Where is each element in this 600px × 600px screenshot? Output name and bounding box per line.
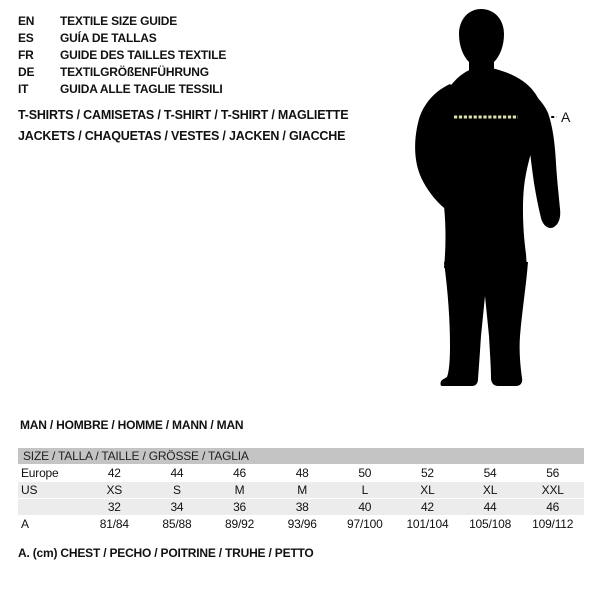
list-item (18, 81, 226, 98)
row-label (18, 499, 83, 515)
language-code: EN (18, 14, 35, 28)
list-item (18, 47, 226, 64)
table-cell: 52 (420, 466, 434, 480)
table-cell: 46 (233, 466, 247, 480)
measure-footnote: A. (cm) CHEST / PECHO / POITRINE / TRUHE / PETTO (18, 546, 314, 560)
table-cell: XL (420, 483, 435, 497)
row-label: US (21, 483, 38, 497)
table-cell: XS (106, 483, 123, 497)
table-cell: 97/100 (347, 517, 383, 531)
section-title: MAN / HOMBRE / HOMME / MANN / MAN (20, 418, 244, 432)
table-cell: 109/112 (532, 517, 574, 531)
table-cell: 44 (170, 466, 184, 480)
language-code: FR (18, 48, 34, 62)
size-table (18, 448, 584, 533)
table-cell: 89/92 (225, 517, 255, 531)
language-label: TEXTILE SIZE GUIDE (60, 14, 178, 28)
language-label: GUIDA ALLE TAGLIE TESSILI (60, 82, 223, 96)
table-row (18, 482, 584, 498)
list-item (18, 64, 226, 81)
measure-label-a: A (561, 109, 571, 125)
table-cell: 40 (358, 500, 372, 514)
language-list (18, 13, 226, 98)
table-cell: 85/88 (162, 517, 192, 531)
table-cell: M (234, 483, 245, 497)
table-cell: 101/104 (406, 517, 449, 531)
category-line: JACKETS / CHAQUETAS / VESTES / JACKEN / GIACCHE (18, 129, 346, 143)
table-cell: 56 (546, 466, 560, 480)
male-silhouette-figure (406, 6, 580, 388)
table-cell: 81/84 (99, 517, 129, 531)
table-cell: 36 (233, 500, 247, 514)
table-cell: 46 (546, 500, 560, 514)
size-table-header: SIZE / TALLA / TAILLE / GRÖSSE / TAGLIA (18, 448, 584, 464)
table-cell: 44 (483, 500, 497, 514)
table-row (18, 499, 584, 515)
table-cell: 38 (295, 500, 309, 514)
table-cell: L (361, 483, 369, 497)
list-item (18, 13, 226, 30)
language-label: GUIDE DES TAILLES TEXTILE (60, 48, 227, 62)
table-cell: 34 (170, 500, 184, 514)
table-cell: 42 (107, 466, 121, 480)
language-code: IT (18, 82, 29, 96)
table-cell: S (173, 483, 181, 497)
table-cell: XXL (541, 483, 564, 497)
table-cell: 32 (107, 500, 121, 514)
list-item (18, 30, 226, 47)
category-line: T-SHIRTS / CAMISETAS / T-SHIRT / T-SHIRT / MAGLIETTE (18, 108, 349, 122)
row-label: A (21, 517, 29, 531)
table-row (18, 516, 584, 532)
table-cell: 48 (295, 466, 309, 480)
table-cell: XL (482, 483, 498, 497)
table-row (18, 465, 584, 481)
category-list (18, 105, 348, 147)
table-cell: 54 (483, 466, 497, 480)
table-cell: 105/108 (469, 517, 512, 531)
language-label: TEXTILGRÖßENFÜHRUNG (60, 65, 209, 79)
male-silhouette (415, 9, 560, 386)
row-label: Europe (21, 466, 59, 480)
language-label: GUÍA DE TALLAS (60, 31, 157, 45)
table-cell: 42 (420, 500, 434, 514)
language-code: ES (18, 31, 34, 45)
language-code: DE (18, 65, 35, 79)
table-cell: 93/96 (287, 517, 317, 531)
table-cell: M (297, 483, 308, 497)
table-cell: 50 (358, 466, 372, 480)
